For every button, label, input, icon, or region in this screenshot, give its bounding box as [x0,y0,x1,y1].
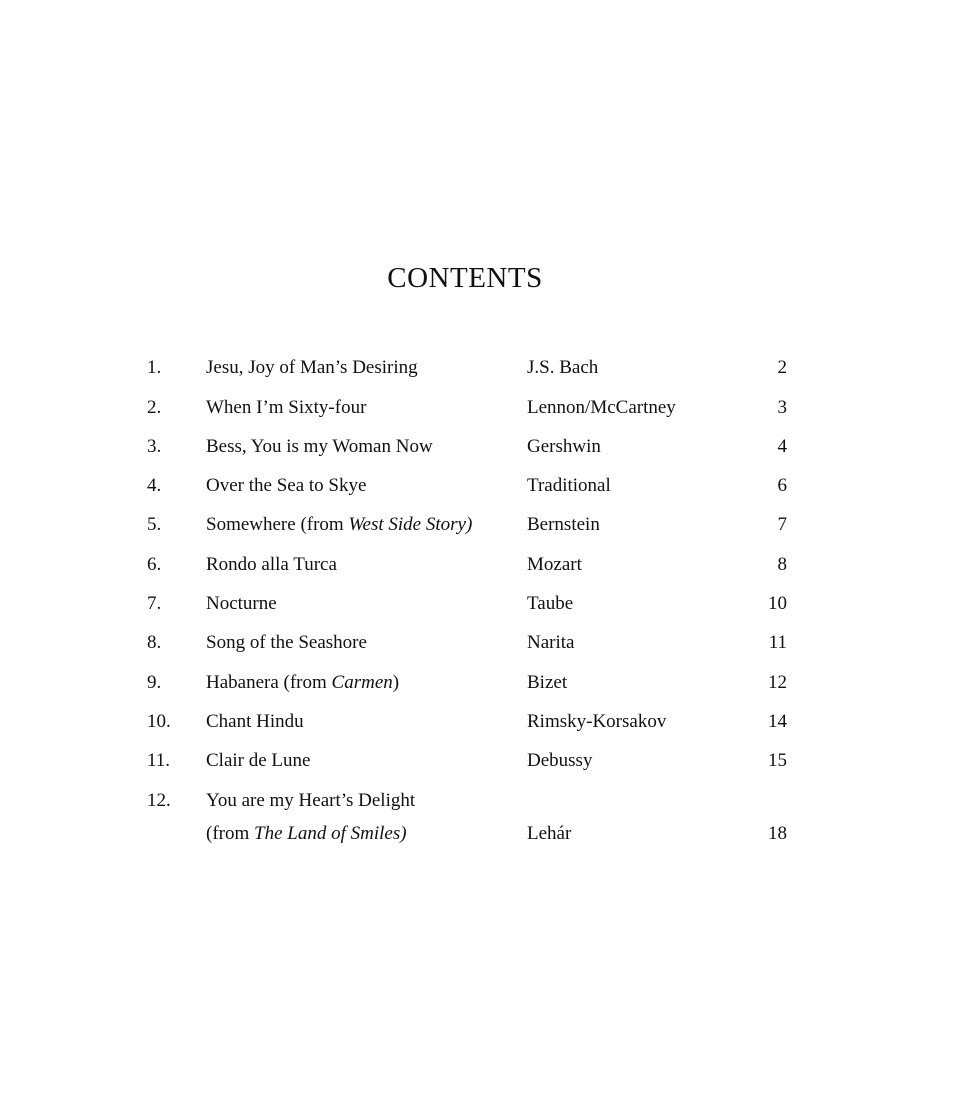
title-text: Rondo alla Turca [206,554,337,575]
entry-title [206,514,472,536]
entry-number: 7. [147,593,162,614]
entry-number: 4. [147,475,162,496]
title-text: Clair de Lune [206,750,311,771]
entry-page: 4 [777,436,787,457]
entry-page: 10 [768,593,787,614]
subtitle-text: (from [206,823,255,844]
title-text: Bess, You is my Woman Now [206,436,433,457]
entry-number: 1. [147,357,162,378]
entry-title [206,711,304,733]
entry-number: 10. [147,711,171,732]
entry-number: 5. [147,514,162,535]
title-text: Habanera (from [206,672,332,693]
entry-composer: Taube [527,593,574,614]
subtitle-italic: The Land of Smiles) [254,823,407,844]
title-italic: West Side Story) [348,514,473,535]
title-text: Over the Sea to Skye [206,475,367,496]
entry-composer: J.S. Bach [527,357,599,378]
entry-title [206,397,366,419]
title-end: ) [392,672,400,693]
entry-composer: Debussy [527,750,593,771]
entry-page: 15 [768,750,787,771]
entry-composer: Lennon/McCartney [527,397,676,418]
entry-composer: Mozart [527,554,582,575]
entry-composer: Bernstein [527,514,600,535]
contents-heading: CONTENTS [387,262,543,294]
entry-page: 11 [768,632,787,653]
entry-page: 12 [768,672,787,693]
title-text: Jesu, Joy of Man’s Desiring [206,357,418,378]
entry-number: 3. [147,436,162,457]
title-text: Nocturne [206,593,277,614]
title-text: When I’m Sixty-four [206,397,367,418]
entry-title [206,593,277,615]
entry-title [206,436,433,458]
entry-title [206,475,366,497]
entry-number: 12. [147,790,171,811]
title-text: Somewhere (from [206,514,349,535]
entry-title [206,554,337,576]
entry-composer: Rimsky-Korsakov [527,711,667,732]
entry-page: 3 [777,397,787,418]
entry-number: 9. [147,672,162,693]
entry-title [206,790,415,812]
entry-composer: Traditional [527,475,611,496]
entry-number: 2. [147,397,162,418]
entry-subtitle [206,823,407,845]
entry-composer: Bizet [527,672,568,693]
entry-page: 7 [777,514,787,535]
entry-title [206,672,399,694]
entry-title [206,632,367,654]
entry-page: 8 [777,554,787,575]
entry-number: 8. [147,632,162,653]
title-italic: Carmen [331,672,393,693]
entry-page: 18 [768,823,787,844]
title-text: Song of the Seashore [206,632,367,653]
entry-title [206,357,418,379]
entry-number: 6. [147,554,162,575]
entry-page: 2 [777,357,787,378]
title-text: You are my Heart’s Delight [206,790,416,811]
entry-title [206,750,310,772]
title-text: Chant Hindu [206,711,304,732]
entry-composer: Narita [527,632,575,653]
entry-number: 11. [147,750,171,771]
entry-composer: Gershwin [527,436,601,457]
entry-page: 6 [777,475,787,496]
entry-composer: Lehár [527,823,572,844]
entry-page: 14 [768,711,787,732]
